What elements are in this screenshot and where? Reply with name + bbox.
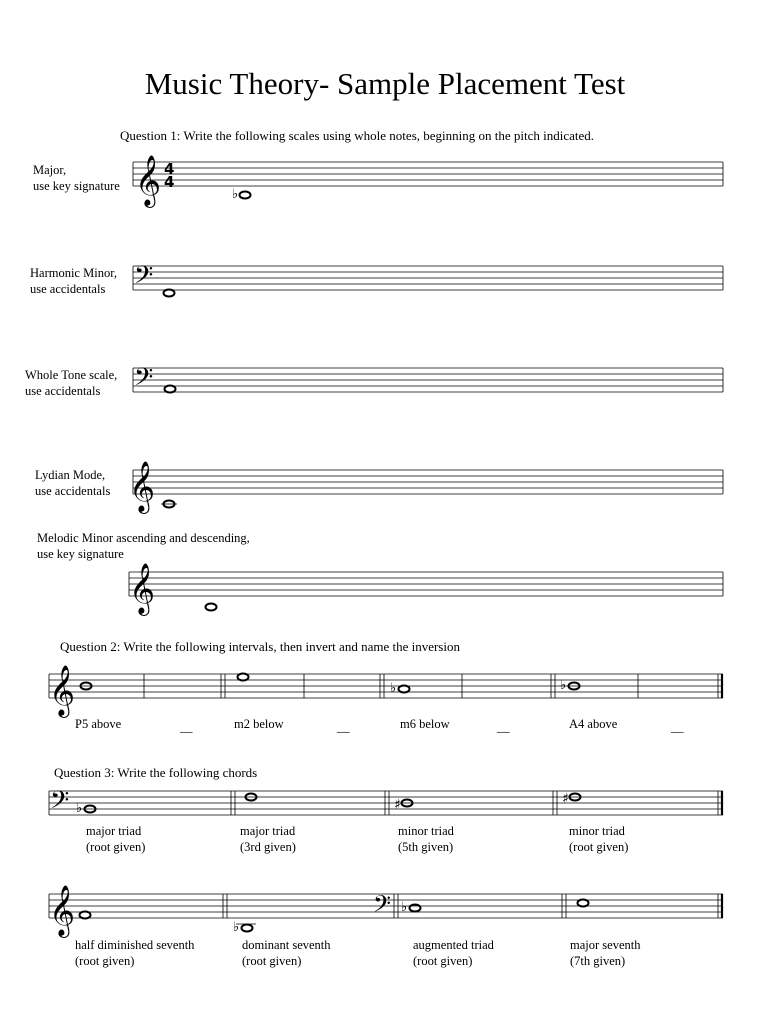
whole-note <box>410 905 421 912</box>
q2-blank-4: __ <box>671 720 684 734</box>
question-2-heading: Question 2: Write the following intervals, then invert and name the inversion <box>60 639 460 654</box>
q1-label-melodic-minor: Melodic Minor ascending and descending, use key signature <box>37 531 250 561</box>
q2-label-m6: m6 below <box>400 717 450 731</box>
whole-note <box>242 925 253 932</box>
q3-row2-label-3: augmented triad (root given) <box>413 938 494 968</box>
whole-note <box>80 912 91 919</box>
time-signature-denominator: 4 <box>164 173 175 191</box>
whole-note <box>206 604 217 611</box>
q1-staff-harmonic-minor <box>128 252 728 312</box>
q1-label-harmonic-minor: Harmonic Minor, use accidentals <box>30 266 117 296</box>
q3-row1-label-3: minor triad (5th given) <box>398 824 454 854</box>
flat-icon: ♭ <box>390 681 397 696</box>
whole-note <box>164 290 175 297</box>
bass-clef-icon: 𝄢 <box>373 890 392 923</box>
bass-clef-icon: 𝄢 <box>134 363 154 398</box>
q1-staff-major <box>128 148 728 212</box>
whole-note <box>165 386 176 393</box>
q2-label-p5: P5 above <box>75 717 122 731</box>
q3-row1-label-1: major triad (root given) <box>86 824 146 854</box>
flat-icon: ♭ <box>233 920 240 935</box>
q3-row2-label-4: major seventh (7th given) <box>570 938 641 968</box>
q1-staff-melodic-minor <box>124 558 728 618</box>
q3-row1-label-2: major triad (3rd given) <box>240 824 296 854</box>
q2-blank-2: __ <box>337 720 350 734</box>
sharp-icon: ♯ <box>394 797 401 813</box>
question-3-heading: Question 3: Write the following chords <box>54 765 258 780</box>
bass-clef-icon: 𝄢 <box>50 786 70 821</box>
flat-icon: ♭ <box>232 187 239 202</box>
sharp-icon: ♯ <box>562 791 569 807</box>
bass-clef-icon: 𝄢 <box>134 261 154 296</box>
q1-label-whole-tone: Whole Tone scale, use accidentals <box>25 368 118 398</box>
treble-clef-icon: 𝄞 <box>135 155 162 206</box>
treble-clef-icon: 𝄞 <box>49 885 76 936</box>
q3-row2-label-2: dominant seventh (root given) <box>242 938 331 968</box>
whole-note <box>399 686 410 693</box>
whole-note <box>578 900 589 907</box>
flat-icon: ♭ <box>401 900 408 915</box>
q3-staff-row-1 <box>44 777 728 829</box>
q3-staff-row-2 <box>44 880 728 944</box>
question-1-heading: Question 1: Write the following scales using whole notes, beginning on the pitch indicated. <box>120 128 595 143</box>
q1-label-lydian: Lydian Mode, use accidentals <box>35 468 111 498</box>
q2-label-a4: A4 above <box>569 717 618 731</box>
page-title: Music Theory- Sample Placement Test <box>144 66 626 101</box>
q2-blank-1: __ <box>180 720 193 734</box>
flat-icon: ♭ <box>560 678 567 693</box>
whole-note <box>238 674 249 681</box>
time-signature-numerator: 4 <box>164 160 175 178</box>
q1-staff-whole-tone <box>128 354 728 414</box>
treble-clef-icon: 𝄞 <box>129 563 156 614</box>
q2-label-m2: m2 below <box>234 717 284 731</box>
flat-icon: ♭ <box>76 801 83 816</box>
q2-staff <box>44 660 728 720</box>
q1-label-major: Major, use key signature <box>33 163 120 193</box>
q3-row2-label-1: half diminished seventh (root given) <box>75 938 195 968</box>
treble-clef-icon: 𝄞 <box>49 665 76 716</box>
q1-staff-lydian <box>128 456 728 516</box>
treble-clef-icon: 𝄞 <box>129 461 156 512</box>
q2-blank-3: __ <box>497 720 510 734</box>
whole-note <box>240 192 251 199</box>
q3-row1-label-4: minor triad (root given) <box>569 824 629 854</box>
